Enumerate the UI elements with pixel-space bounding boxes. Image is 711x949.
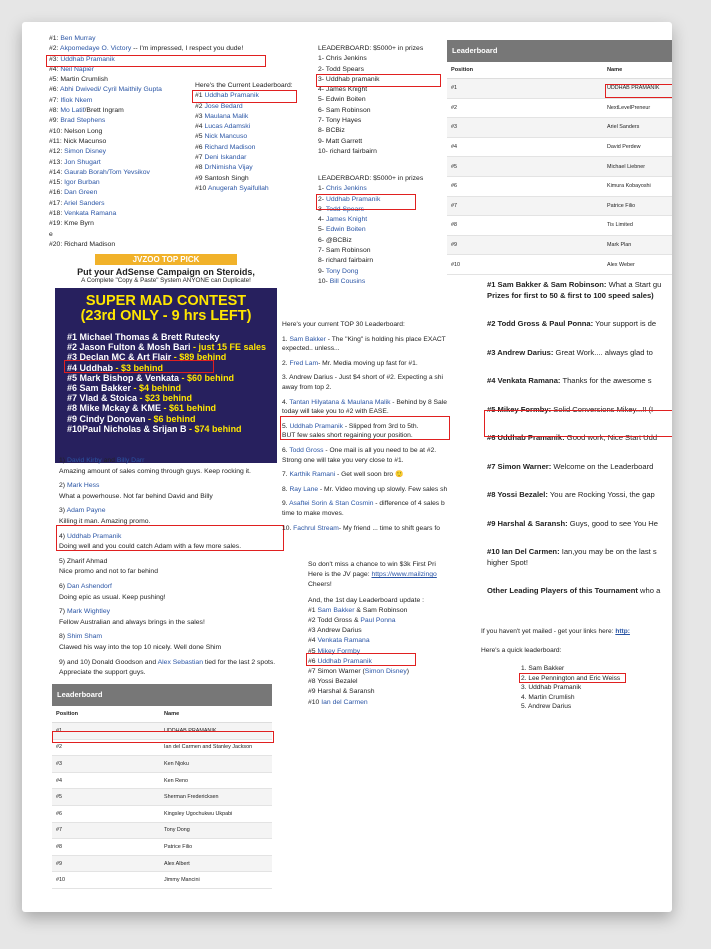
list-item: 3. Uddhab Pramanik: [521, 684, 582, 691]
list-item: #7 Deni Iskandar: [195, 154, 247, 162]
table-row: #6 Kingsley Ugochukwu Ukpabi: [52, 806, 272, 823]
comment-item: #5 Mikey Formby: Solid Conversions Mikey...!! (I: [487, 404, 654, 414]
list-item: #1: Ben Murray: [49, 35, 96, 42]
name-link[interactable]: Lucas Adamski: [204, 123, 251, 131]
list-item: 1. Sam Bakker - The "King" is holding his place EXACT expected.. unless...: [282, 335, 446, 353]
list-item: #5 Mark Bishop & Venkata - $60 behind: [67, 372, 235, 383]
table-row: #2 NextLevelPreneur: [447, 99, 672, 119]
list-item: 5. Andrew Darius: [521, 703, 572, 710]
name-link[interactable]: Todd Gross: [289, 446, 324, 454]
list-item: 5- Edwin Boiten: [318, 226, 366, 234]
comment-item: #7 Simon Warner: Welcome on the Leaderboard: [487, 461, 654, 471]
list-item: 10- Bill Cousins: [318, 277, 366, 285]
name-link[interactable]: Tantan Hilyatana & Maulana Malik: [289, 398, 391, 406]
name-link[interactable]: Richard Madison: [204, 143, 256, 151]
list-item: 2- Uddhab Pramanik: [318, 195, 381, 203]
name-link[interactable]: Anugerah Syaifullah: [207, 184, 269, 192]
list-item: 1- Chris Jenkins: [318, 185, 367, 193]
name-link[interactable]: Brad Stephens: [60, 117, 106, 125]
leaderboard-table-bottom: [52, 684, 272, 889]
name-link[interactable]: Mark Wightley: [66, 608, 110, 616]
list-item: #9 Cindy Donovan - $6 behind: [67, 413, 196, 424]
table-row: #10 Jimmy Mancini: [52, 872, 272, 889]
table-row: #7 Patrice Filio: [447, 197, 672, 217]
comment-item: #4 Venkata Ramana: Thanks for the awesome s: [487, 376, 652, 385]
name-link[interactable]: Simon Disney: [64, 148, 107, 156]
table-head-row: Position Name: [52, 706, 272, 723]
list-item: 9- Matt Garrett: [318, 137, 363, 145]
comment-item: 8) Shim Sham Clawed his way into the top 10 nicely. Well done Shim: [59, 633, 222, 651]
name-link[interactable]: Dan Green: [64, 189, 98, 197]
name-link[interactable]: Uddhab Pramanik: [60, 55, 115, 63]
name-link[interactable]: Todd Spears: [325, 205, 364, 213]
list-item: 1- Chris Jenkins: [318, 55, 367, 63]
section-title: LEADERBOARD: $5000+ in prizes: [318, 45, 424, 52]
list-item: 9- Tony Dong: [318, 267, 359, 275]
comment-item: 6) Dan Ashendorf Doing epic as usual. Keep pushing!: [59, 582, 166, 601]
list-item: 4- James Knight: [318, 86, 368, 94]
name-link[interactable]: Karthik Ramani: [289, 471, 336, 479]
list-item: 5- Edwin Boiten: [318, 96, 366, 104]
name-link[interactable]: Billy Darr: [116, 457, 145, 464]
name-link[interactable]: David Kirby: [66, 457, 102, 464]
collage-card: [22, 22, 672, 912]
list-item: 10- richard fairbairn: [318, 147, 377, 155]
list-item: #16: Dan Green: [49, 189, 98, 197]
table-header: Leaderboard: [447, 40, 672, 62]
table-row: #7 Tony Dong: [52, 823, 272, 840]
list-item: #3 Maulana Malik: [195, 112, 249, 120]
list-item: #2 Jose Bedard: [195, 102, 243, 110]
name-link[interactable]: James Knight: [325, 216, 368, 224]
name-link[interactable]: Fred Lam: [289, 359, 319, 367]
list-item: #18: Venkata Ramana: [49, 210, 117, 218]
text-line: If you haven't yet mailed - get your links here: http:: [481, 628, 630, 635]
name-link[interactable]: Paul Ponna: [360, 617, 396, 625]
comment-item: 2) Mark Hess What a powerhouse. Not far behind David and Billy: [59, 482, 213, 500]
list-item: #9: Brad Stephens: [49, 117, 106, 125]
list-item: #6 Richard Madison: [195, 143, 256, 151]
name-link[interactable]: Tony Dong: [325, 267, 359, 275]
name-link[interactable]: Chris Jenkins: [325, 185, 367, 193]
comment-item: 9) and 10) Donald Goodson and Alex Sebastian tied for the last 2 spots. Appreciate the support guys.: [59, 658, 276, 677]
comment-item: #9 Harshal & Saransh: Guys, good to see You He: [487, 518, 658, 528]
list-item: #9 Harshal & Saransh: [308, 688, 375, 696]
list-item: 7- Tony Hayes: [318, 117, 362, 125]
name-link[interactable]: Nick Mancuso: [204, 133, 248, 141]
comment-item: 4) Uddhab Pramanik Doing well and you could catch Adam with a few more sales.: [59, 532, 242, 551]
list-item: #1 Michael Thomas & Brett Rutecky: [67, 332, 220, 342]
name-link[interactable]: Asaftei Sorin & Stan Cosmin: [289, 500, 374, 508]
section-title: Here's the Current Leaderboard:: [195, 82, 293, 89]
comment-item: #8 Yossi Bezalel: You are Rocking Yossi, the gap: [487, 490, 655, 499]
list-item: 3- Uddhab pramanik: [318, 75, 380, 83]
comment-item: #10 Ian Del Carmen: Ian,you may be on the last s higher Spot!: [487, 547, 657, 567]
list-item: #10 Anugerah Syaifullah: [195, 184, 269, 192]
list-item: 2. Lee Pennington and Eric Weiss: [521, 674, 621, 682]
name-link[interactable]: Deni Iskandar: [204, 154, 247, 162]
name-link[interactable]: Ian del Carmen: [321, 698, 368, 706]
first-day-update: [308, 560, 448, 708]
table-row: #8 Tis Limited: [447, 216, 672, 236]
text-line: Here's a quick leaderboard:: [481, 646, 562, 654]
badge: JVZOO TOP PICK: [95, 254, 237, 265]
table-row: #5 Michael Liebner: [447, 157, 672, 177]
top30-leaderboard: [282, 320, 447, 533]
list-item: #1 Uddhab Pramanik: [195, 92, 259, 100]
list-item: 4- James Knight: [318, 216, 368, 224]
list-item: #14: Gaurab Borah/Tom Yevsikov: [49, 168, 150, 176]
list-item: #1 Sam Bakker & Sam Robinson: [308, 606, 408, 614]
name-link[interactable]: Ben Murray: [60, 35, 96, 42]
list-item: #6: Abhi Dwivedi/ Cyril Maithily Gupta: [49, 86, 162, 94]
name-link[interactable]: Uddhab Pramanik: [289, 422, 343, 430]
table-row: #1 UDDHAB PRAMANIK: [447, 79, 672, 99]
name-link[interactable]: Gaurab Borah/Tom Yevsikov: [64, 168, 150, 176]
list-item: #7 Simon Warner (Simon Disney): [308, 668, 409, 676]
list-item: #10: Nelson Long: [49, 127, 103, 135]
name-link[interactable]: DrNimisha Vijay: [204, 164, 253, 172]
list-item: #6 Uddhab Pramanik: [308, 657, 372, 665]
name-link[interactable]: Neil Napier: [60, 65, 94, 73]
list-item: #2: Akpomedaye O. Victory -- I'm impressed, I respect you dude!: [49, 45, 244, 53]
table-row: #9 Alex Albert: [52, 856, 272, 873]
table-row: #3 Ariel Sanders: [447, 118, 672, 138]
comment-item: 3) Adam Payne Killing it man. Amazing promo.: [59, 507, 151, 525]
promo-headline: Put your AdSense Campaign on Steroids,: [77, 267, 255, 277]
contest-list: [55, 332, 277, 434]
name-link[interactable]: Uddhab Pramanik: [66, 532, 122, 540]
name-link[interactable]: Jon Shugart: [64, 158, 101, 166]
list-item: 9. Asaftei Sorin & Stan Cosmin - difference of 4 sales b time to make moves.: [282, 500, 445, 517]
jv-page-link[interactable]: https://www.mailzingo: [371, 571, 437, 579]
table-row: #2 Ian del Carmen and Stanley Jackson: [52, 740, 272, 757]
list-item: #5: Martin Crumlish: [49, 76, 108, 84]
table-header: Leaderboard: [52, 684, 272, 706]
name-link[interactable]: Venkata Ramana: [64, 210, 117, 218]
section-title: Here's your current TOP 30 Leaderboard:: [282, 321, 405, 328]
list-item: #20: Richard Madison: [49, 240, 116, 248]
list-item: #8 DrNimisha Vijay: [195, 164, 253, 172]
comment-item: #1 Sam Bakker & Sam Robinson: What a Start gu Prizes for first to 50 & first to 100 speed sales): [487, 280, 662, 300]
list-item: #12: Simon Disney: [49, 148, 107, 156]
text-line: And, the 1st day Leaderboard update :: [308, 596, 425, 604]
list-item: #2 Jason Fulton & Mosh Bari - just 15 FE sales: [67, 342, 267, 353]
list-item: #17: Ariel Sanders: [49, 199, 105, 207]
contest-panel: [55, 288, 277, 463]
leaderboard-5000-a: [318, 44, 423, 157]
promo-banner: [55, 254, 277, 284]
list-item: 7. Karthik Ramani - Get well soon bro 🙂: [282, 471, 404, 479]
list-item: 1. Sam Bakker: [521, 665, 565, 672]
list-item: 6. Todd Gross - One mail is all you need to be at #2. Strong one will take you very close to #1.: [282, 446, 437, 464]
quick-list: [481, 664, 630, 712]
table-row: #6 Kimura Kobayoshi: [447, 177, 672, 197]
list-item: 5. Uddhab Pramanik - Slipped from 3rd to 5th. BUT few sales short regaining your position.: [282, 422, 419, 440]
commentary-list: [487, 280, 672, 615]
list-item: #3 Andrew Darius: [308, 627, 362, 635]
name-link[interactable]: Adam Payne: [66, 507, 106, 515]
name-link[interactable]: Alex Sebastian: [157, 658, 203, 666]
name-link[interactable]: Uddhab Pramanik: [317, 657, 372, 665]
list-item: #5 Nick Mancuso: [195, 133, 248, 141]
list-item: 3- Todd Spears: [318, 205, 364, 213]
list-item: #9 Santosh Singh: [195, 174, 249, 182]
table-row: #9 Mark Plan: [447, 236, 672, 256]
table-row: #4 Ken Reno: [52, 773, 272, 790]
table-row: #5 Sherman Fredericksen: [52, 789, 272, 806]
leaderboard-5000-b: [318, 174, 423, 287]
table-row: #10 Alex Weber: [447, 255, 672, 275]
leaderboard-table-top: [447, 40, 672, 275]
name-link[interactable]: Simon Disney: [364, 668, 407, 676]
list-item: #8 Mike Mckay & KME - $61 behind: [67, 403, 217, 414]
comment-item: Other Leading Players of this Tournament who a: [487, 586, 661, 595]
list-item: #3: Uddhab Pramanik: [49, 55, 115, 63]
name-link[interactable]: Jose Bedard: [204, 102, 243, 110]
text-line: Cheers!: [308, 581, 332, 589]
list-item: #4 Lucas Adamski: [195, 123, 251, 131]
name-link[interactable]: Uddhab Pramanik: [325, 195, 381, 203]
name-link[interactable]: Fachrul Stream: [293, 524, 339, 532]
list-item: #4 Uddhab - $3 behind: [67, 362, 164, 373]
name-link[interactable]: Sam Bakker: [289, 335, 326, 343]
list-item: #7: Ifiok Nkem: [49, 96, 93, 104]
comment-item: #2 Todd Gross & Paul Ponna: Your support is de: [487, 319, 657, 328]
list-item: 4. Tantan Hilyatana & Maulana Malik - Behind by 8 Sale today will take you to #2 with EASE.: [282, 398, 447, 416]
list-item: #19: Kme Byrn: [49, 220, 94, 228]
name-link[interactable]: Ariel Sanders: [63, 199, 105, 207]
contest-title: SUPER MAD CONTEST: [85, 293, 247, 309]
name-link[interactable]: Dan Ashendorf: [66, 582, 112, 590]
table-body: [447, 79, 672, 275]
comment-item: 7) Mark Wightley Fellow Australian and always brings in the sales!: [59, 608, 205, 626]
list-item: #10Paul Nicholas & Srijan B - $74 behind: [67, 423, 242, 434]
list-item: #11: Nick Macunso: [49, 137, 107, 145]
table-body: [52, 723, 272, 889]
list-item: 4. Martin Crumlish: [521, 693, 575, 701]
table-row: #1 UDDHAB PRAMANIK: [52, 723, 272, 740]
list-item: #6 Sam Bakker - $4 behind: [67, 383, 182, 394]
list-item: #10 Ian del Carmen: [308, 698, 368, 706]
name-link[interactable]: Mo Latif: [60, 107, 85, 115]
list-item: 6- @BCBiz: [318, 236, 352, 244]
list-item: #2 Todd Gross & Paul Ponna: [308, 617, 396, 625]
name-link[interactable]: Igor Burban: [64, 179, 100, 187]
name-link[interactable]: Venkata Ramana: [317, 637, 370, 645]
list-item: #4 Venkata Ramana: [308, 637, 370, 645]
name-link[interactable]: Ray Lane: [289, 485, 319, 493]
comments-list: [59, 456, 275, 679]
name-link[interactable]: Abhi Dwivedi/ Cyril Maithily Gupta: [59, 86, 162, 94]
table-row: #3 Ken Njoku: [52, 756, 272, 773]
list-item: 7- Sam Robinson: [318, 247, 371, 255]
list-item: e: [49, 230, 53, 238]
comment-item: #6 Uddhab Pramanik: Good work, Nice Start Udd: [487, 433, 658, 442]
list-item: #3 Declan MC & Art Flair - $89 behind: [67, 352, 227, 363]
text-line: Here is the JV page: https://www.mailzingo: [308, 571, 437, 579]
list-item: 8- richard fairbairn: [318, 257, 374, 265]
list-item: 10. Fachrul Stream- My friend ... time to shift gears fo: [282, 524, 440, 532]
list-item: 3. Andrew Darius - Just $4 short of #2. Expecting a shi away from top 2.: [282, 374, 443, 391]
list-item: #5 Mikey Formby: [308, 647, 361, 655]
links-link[interactable]: http:: [615, 628, 630, 635]
section-title: LEADERBOARD: $5000+ in prizes: [318, 175, 424, 182]
list-item: #4: Neil Napier: [49, 65, 94, 73]
list-item: 2- Todd Spears: [318, 65, 364, 73]
list-item: #8 Yossi Bezalel: [308, 678, 358, 686]
name-link[interactable]: Mark Hess: [66, 482, 100, 490]
name-link[interactable]: Sam Bakker: [317, 606, 355, 614]
text-line: So don't miss a chance to win $3k First Pri: [308, 561, 436, 568]
list-item: 8. Ray Lane - Mr. Video moving up slowly. Few sales sh: [282, 485, 447, 493]
list-item: 6- Sam Robinson: [318, 106, 371, 114]
quick-leaderboard: [481, 627, 630, 712]
list-item: #8: Mo Latif/Brett Ingram: [49, 107, 124, 115]
name-link[interactable]: Shim Sham: [66, 633, 103, 641]
contest-subtitle: (23rd ONLY - 9 hrs LEFT): [80, 308, 252, 324]
table-row: #4 David Perdew: [447, 138, 672, 158]
name-link[interactable]: Akpomedaye O. Victory: [59, 45, 132, 53]
list-item: #7 Vlad & Stoica - $23 behind: [67, 393, 193, 404]
current-leaderboard: [195, 81, 293, 194]
name-link[interactable]: Mikey Formby: [317, 647, 361, 655]
list-item: #13: Jon Shugart: [49, 158, 101, 166]
list-item: #15: Igor Burban: [49, 179, 100, 187]
table-row: #8 Patrice Filio: [52, 839, 272, 856]
name-link[interactable]: Bill Cousins: [329, 277, 366, 285]
list-item: 8- BCBiz: [318, 127, 345, 135]
name-link[interactable]: Ifiok Nkem: [60, 96, 93, 104]
name-link[interactable]: Edwin Boiten: [325, 226, 366, 234]
promo-subline: A Complete "Copy & Paste" System ANYONE can Duplicate!: [81, 277, 251, 284]
comment-item: 5) Zharif Ahmad Nice promo and not to far behind: [59, 557, 158, 576]
comment-item: 1) David Kirby and Billy Darr Amazing amount of sales coming through guys. Keep rocking it.: [59, 457, 251, 475]
name-link[interactable]: Uddhab Pramanik: [204, 92, 259, 100]
list-item: 2. Fred Lam- Mr. Media moving up fast for #1.: [282, 359, 418, 367]
name-link[interactable]: Maulana Malik: [204, 112, 249, 120]
comment-item: #3 Andrew Darius: Great Work.... always glad to: [487, 347, 653, 357]
table-head-row: Position Name: [447, 62, 672, 79]
